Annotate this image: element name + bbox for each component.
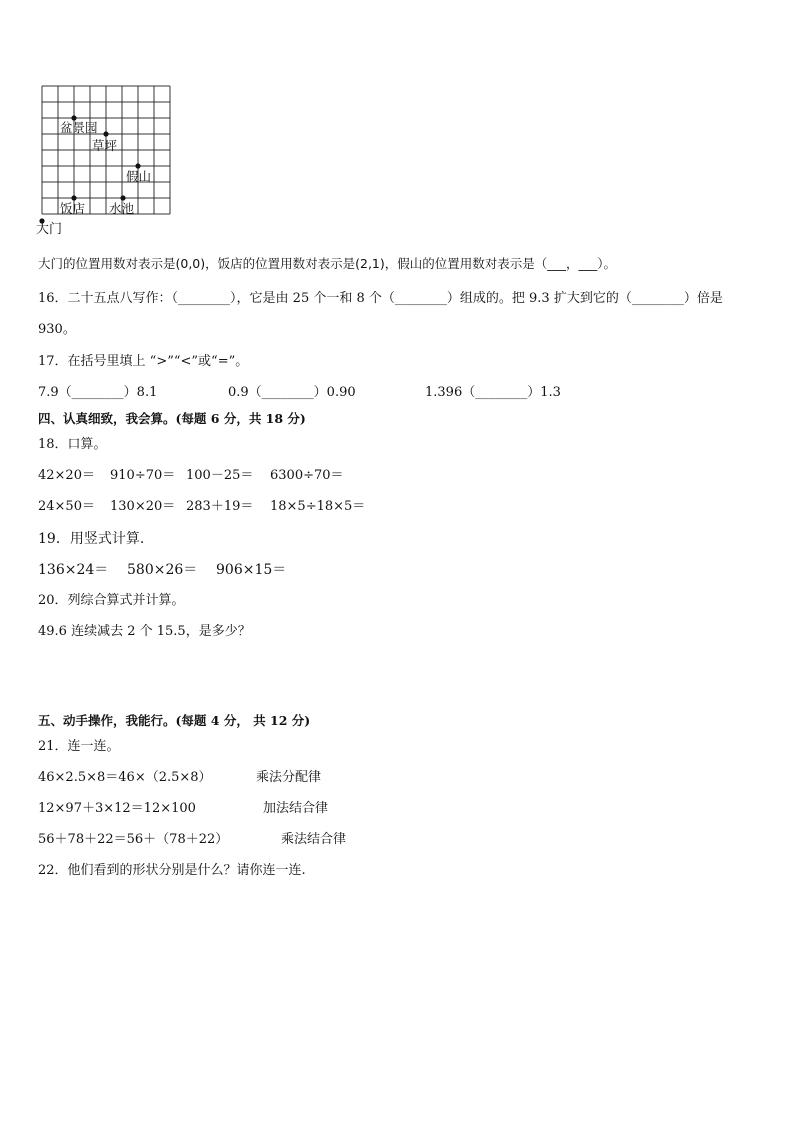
question-17-item: 1.396（________）1.3 [425, 385, 561, 400]
rockery-label: 假山 [126, 170, 152, 184]
question-20-text: 49.6 连续减去 2 个 15.5，是多少？ [38, 624, 251, 639]
section-4-heading: 四、认真细致，我会算。(每题 6 分，共 18 分) [38, 411, 306, 426]
question-18-title: 18．口算。 [38, 437, 107, 452]
restaurant-label: 饭店 [60, 202, 86, 216]
mental-calc-item: 42×20＝ [38, 468, 95, 483]
gate-label: 大门 [36, 221, 63, 236]
question-22-title: 22．他们看到的形状分别是什么？请你连一连. [38, 863, 306, 878]
question-16-line1: 16．二十五点八写作：（________），它是由 25 个一和 8 个（________）组成的。把 9.3 扩大到它的（________）倍是 [38, 291, 723, 306]
mental-calc-item: 18×5÷18×5＝ [270, 499, 366, 514]
law-name: 加法结合律 [263, 801, 329, 816]
garden-point [71, 115, 76, 120]
mental-calc-item: 910÷70＝ [110, 468, 176, 483]
restaurant-point [71, 195, 76, 200]
section-5-heading: 五、动手操作，我能行。(每题 4 分， 共 12 分) [38, 713, 311, 728]
vertical-calc-item: 906×15＝ [216, 562, 287, 578]
rockery-point [135, 163, 140, 168]
law-expression: 12×97＋3×12＝12×100 [38, 801, 196, 816]
law-expression: 56＋78＋22＝56＋（78＋22） [38, 832, 229, 847]
question-21-title: 21．连一连。 [38, 739, 120, 754]
question-17-item: 0.9（________）0.90 [228, 385, 356, 400]
lawn-point [103, 131, 108, 136]
question-17-item: 7.9（________）8.1 [38, 385, 158, 400]
law-expression: 46×2.5×8＝46×（2.5×8） [38, 770, 212, 785]
mental-calc-item: 100－25＝ [186, 468, 254, 483]
mental-calc-item: 6300÷70＝ [270, 468, 344, 483]
garden-label: 盆景园 [60, 121, 98, 135]
mental-calc-item: 130×20＝ [110, 499, 176, 514]
mental-calc-item: 24×50＝ [38, 499, 95, 514]
vertical-calc-item: 136×24＝ [38, 562, 109, 578]
question-15-text: 大门的位置用数对表示是(0,0)，饭店的位置用数对表示是(2,1)，假山的位置用数对表示是（___，___）。 [38, 256, 617, 271]
lawn-label: 草坪 [92, 139, 118, 153]
question-16-line2: 930。 [38, 322, 76, 337]
law-name: 乘法分配律 [256, 770, 322, 785]
law-name: 乘法结合律 [281, 832, 347, 847]
coordinate-grid-map [34, 80, 184, 240]
pool-label: 水池 [109, 202, 135, 216]
question-19-title: 19．用竖式计算. [38, 531, 145, 547]
question-17-title: 17．在括号里填上 “>”“<”或“=”。 [38, 354, 249, 369]
mental-calc-item: 283＋19＝ [186, 499, 254, 514]
question-20-title: 20．列综合算式并计算。 [38, 593, 185, 608]
vertical-calc-item: 580×26＝ [127, 562, 198, 578]
pool-point [120, 195, 125, 200]
